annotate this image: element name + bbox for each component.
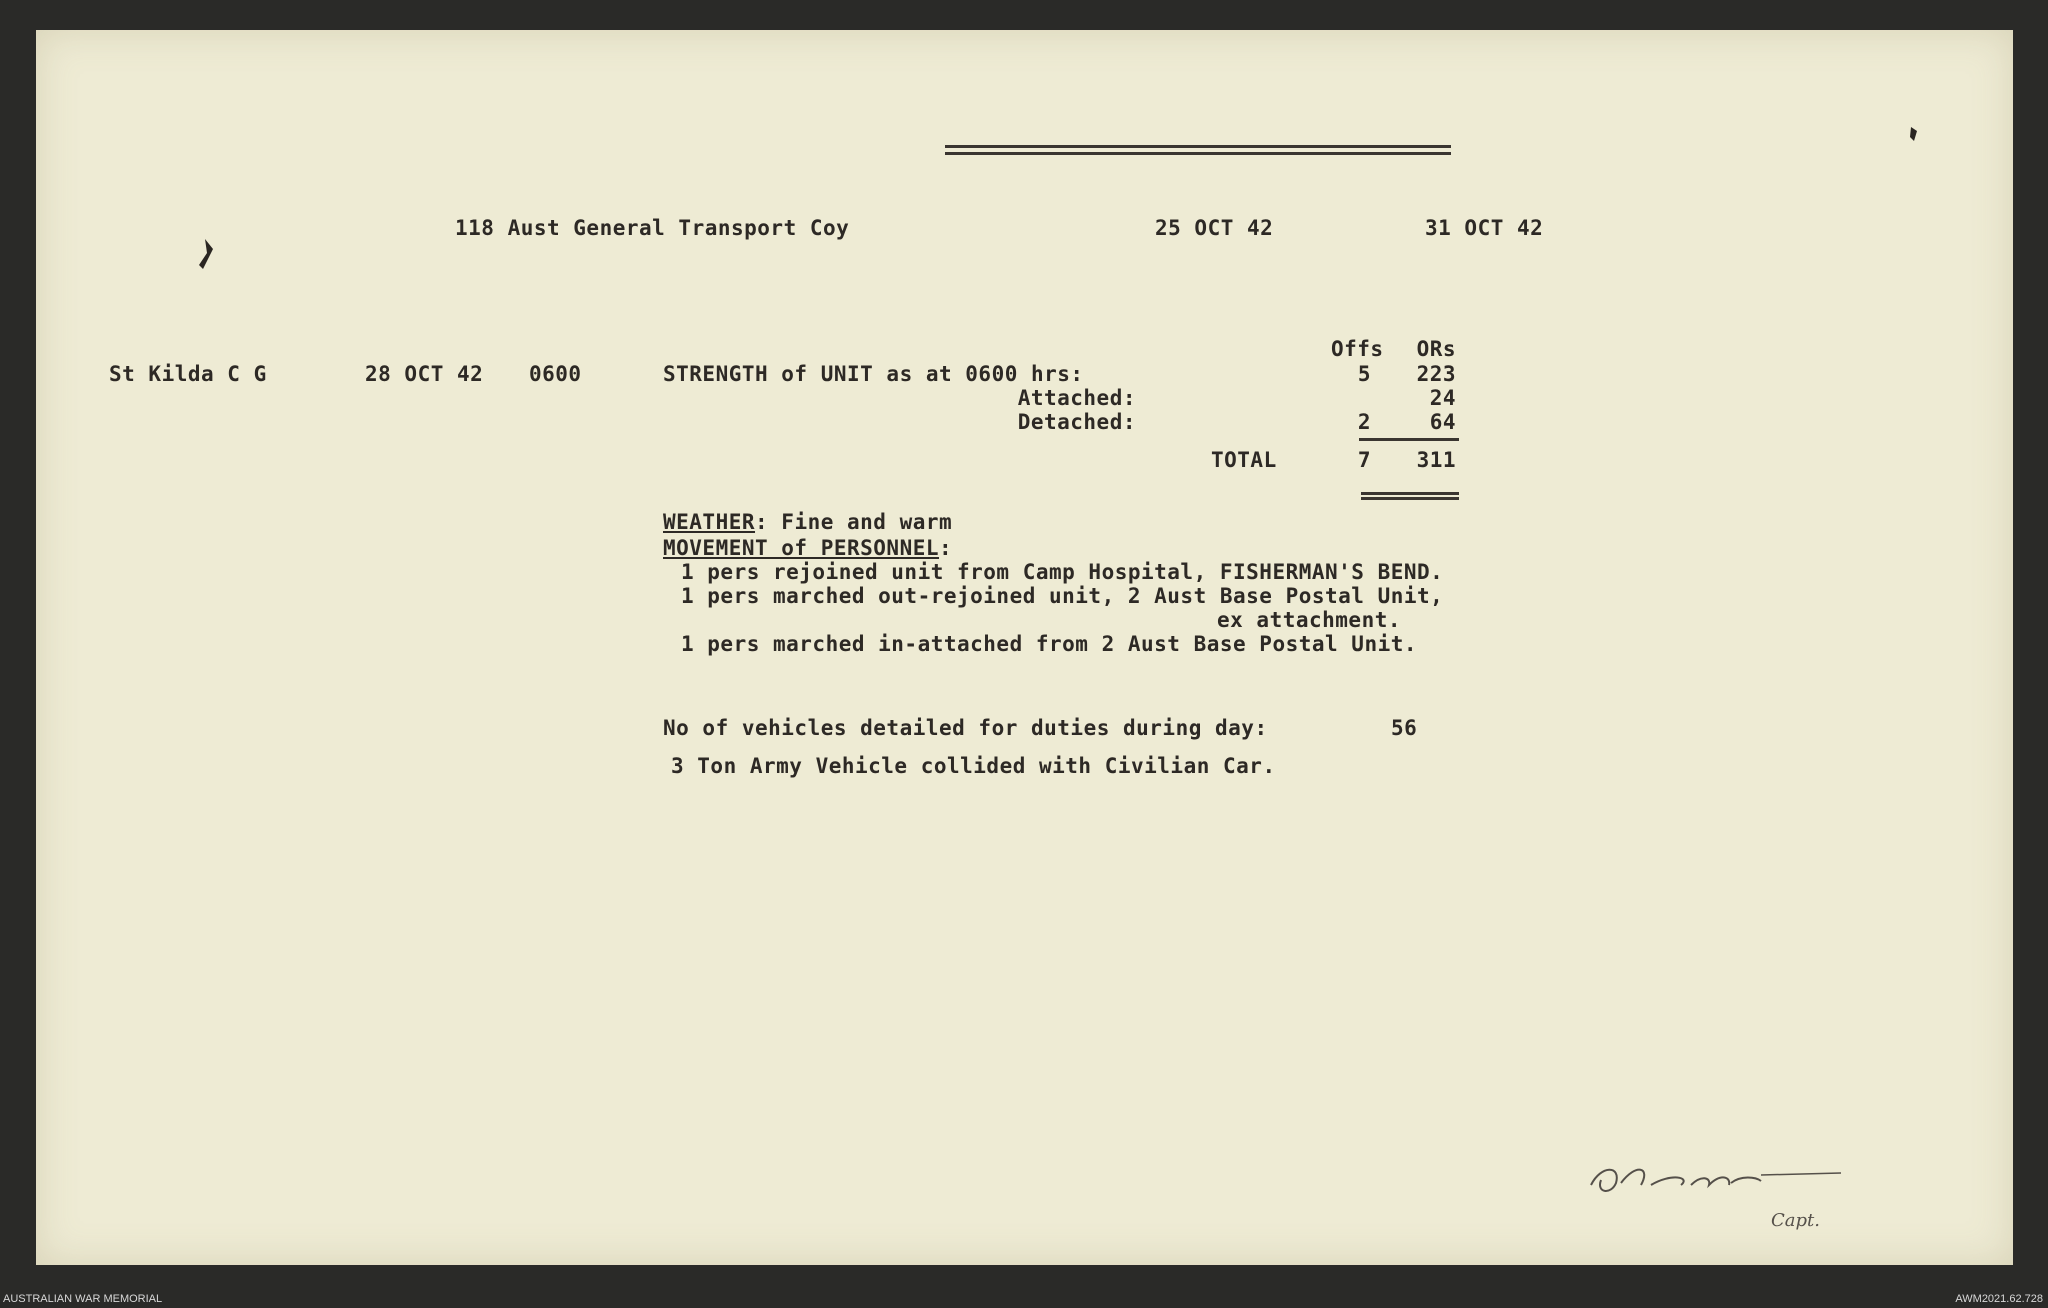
footer-left: AUSTRALIAN WAR MEMORIAL (3, 1293, 163, 1305)
strength-total-ors: 311 (1416, 448, 1456, 472)
strength-detached-label: Detached: (1017, 410, 1136, 434)
movement-line: 1 pers rejoined unit from Camp Hospital, FISHERMAN'S BEND. (681, 560, 1444, 584)
date-from: 25 OCT 42 (1155, 216, 1274, 240)
total-rule-bottom (1361, 492, 1459, 495)
total-rule-top (1359, 438, 1459, 441)
footer-right: AWM2021.62.728 (1955, 1293, 2043, 1305)
strength-detached-ors: 64 (1429, 410, 1456, 434)
top-double-rule (945, 145, 1451, 148)
entry-time: 0600 (529, 362, 582, 386)
vehicles-count: 56 (1391, 716, 1418, 740)
signature-scribble (1581, 1155, 1881, 1205)
entry-place: St Kilda C G (109, 362, 267, 386)
strength-total-offs: 7 (1357, 448, 1371, 472)
movement-colon: : (939, 536, 953, 560)
date-to: 31 OCT 42 (1425, 216, 1544, 240)
document-sheet (36, 30, 2013, 1265)
signature (1581, 1155, 1941, 1245)
movement-line: 1 pers marched out-rejoined unit, 2 Aust Base Postal Unit, (681, 584, 1444, 608)
strength-title: STRENGTH of UNIT as at 0600 hrs: (663, 362, 1084, 386)
unit-name: 118 Aust General Transport Coy (455, 216, 850, 240)
weather-line (663, 510, 952, 534)
total-rule-bottom-lower (1361, 497, 1459, 500)
strength-total-label: TOTAL (1211, 448, 1277, 472)
top-double-rule-lower (945, 152, 1451, 155)
punch-mark (191, 235, 221, 275)
weather-value: : Fine and warm (755, 510, 953, 534)
movement-heading (663, 536, 952, 560)
strength-row-offs: 5 (1357, 362, 1371, 386)
weather-label: WEATHER (663, 510, 756, 534)
incident-note: 3 Ton Army Vehicle collided with Civilian Car. (671, 754, 1276, 778)
signature-rank: Capt. (1771, 1210, 1820, 1231)
strength-row-ors: 223 (1416, 362, 1456, 386)
strength-attached-label: Attached: (1017, 386, 1136, 410)
movement-line: 1 pers marched in-attached from 2 Aust Base Postal Unit. (681, 632, 1418, 656)
ink-dot (1906, 125, 1920, 145)
movement-label: MOVEMENT of PERSONNEL (663, 536, 940, 560)
strength-attached-ors: 24 (1429, 386, 1456, 410)
entry-date: 28 OCT 42 (365, 362, 484, 386)
strength-col-offs: Offs (1331, 337, 1384, 361)
vehicles-label: No of vehicles detailed for duties during day: (663, 716, 1268, 740)
movement-line: ex attachment. (1217, 608, 1402, 632)
strength-col-ors: ORs (1416, 337, 1456, 361)
strength-detached-offs: 2 (1357, 410, 1371, 434)
